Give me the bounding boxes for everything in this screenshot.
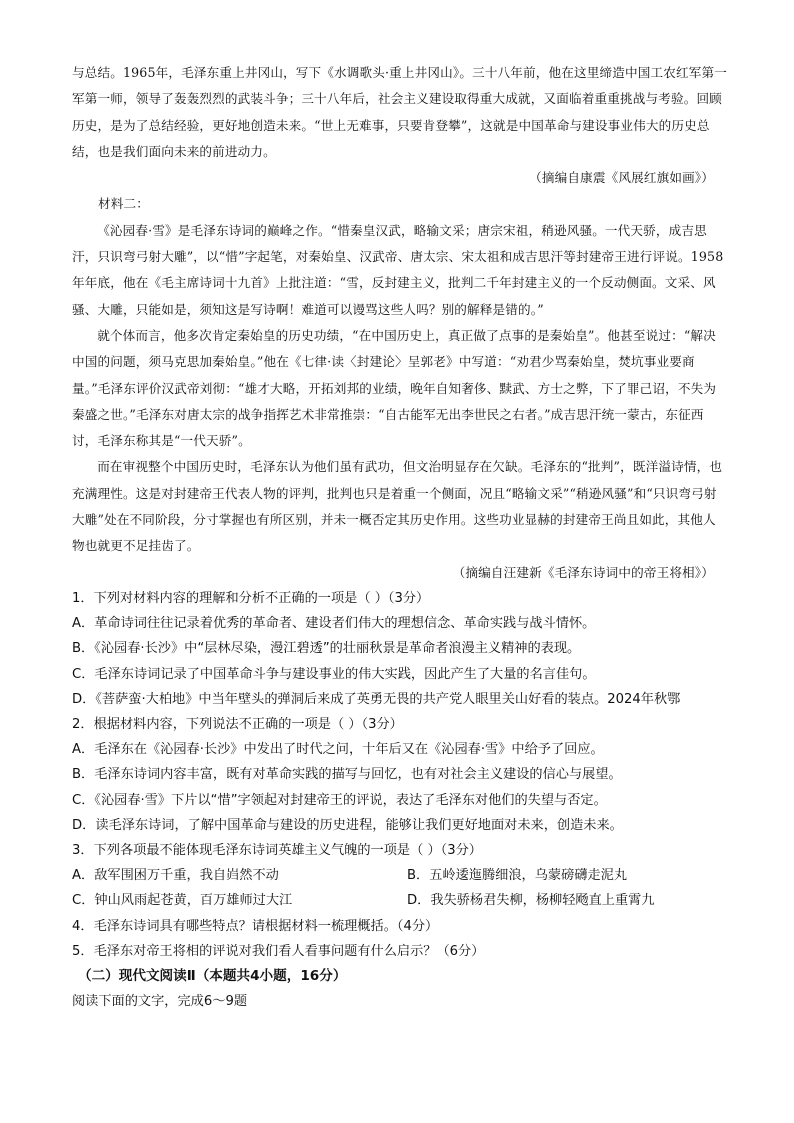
question-2-option-d: D．读毛泽东诗词，了解中国革命与建设的历史进程，能够让我们更好地面对未来，创造未来。 [72, 817, 623, 833]
question-2-option-a: A．毛泽东在《沁园春·长沙》中发出了时代之问，十年后又在《沁园春·雪》中给予了回应。 [72, 742, 604, 758]
question-4: 4．毛泽东诗词具有哪些特点？请根据材料一梳理概括。（4分） [72, 918, 439, 934]
question-3-options-row-1 [72, 863, 728, 888]
reading-instruction: 阅读下面的文字，完成6～9题 [72, 993, 248, 1009]
material-two-paragraph-3: 而在审视整个中国历史时，毛泽东认为他们虽有武功，但文治明显存在欠缺。毛泽东的“批判”，既洋溢诗情，也充满理性。这是对封建帝王代表人物的评判，批判也只是着重一个侧面，况且“略输文采”“稍逊风骚”和“只识弯弓射大雕”处在不同阶段，分寸掌握也有所区别，并未一概否定其历史作用。这些功业显赫的封建帝王尚且如此，其他人物也就更不足挂齿了。 [72, 459, 723, 554]
question-1-option-c: C．毛泽东诗词记录了中国革命斗争与建设事业的伟大实践，因此产生了大量的名言佳句。 [72, 666, 596, 682]
questions-block [72, 586, 728, 1014]
question-1-option-b: B．《沁园春·长沙》中“层林尽染，漫江碧透”的壮丽秋景是革命者浪漫主义精神的表现。 [72, 641, 581, 657]
material-two-paragraph-1: 《沁园春·雪》是毛泽东诗词的巅峰之作。“惜秦皇汉武，略输文采；唐宗宋祖，稍逊风骚。一代天骄，成吉思汗，只识弯弓射大雕”，以“惜”字起笔，对秦始皇、汉武帝、唐太宗、宋太祖和成吉思汗等封建帝王进行评说。1958年年底，他在《毛主席诗词十九首》上批注道：“雪，反封建主义，批判二千年封建主义的一个反动侧面。文采、风骚、大雕，只能如是，须知这是写诗啊！难道可以谩骂这些人吗？别的解释是错的。” [72, 222, 724, 317]
question-3-stem: 3．下列各项最不能体现毛泽东诗词英雄主义气魄的一项是（ ）（3分） [72, 842, 482, 858]
material-one-block [72, 60, 728, 586]
question-3-option-c: C．钟山风雨起苍黄，百万雄师过大江 [72, 893, 293, 909]
source-citation-2: （摘编自汪建新《毛泽东诗词中的帝王将相》） [452, 564, 714, 580]
material-two-paragraph-2: 就个体而言，他多次肯定秦始皇的历史功绩，“在中国历史上，真正做了点事的是秦始皇”。他甚至说过：“解决中国的问题，须马克思加秦始皇。”他在《七律·读〈封建论〉呈郭老》中写道：“劝君少骂秦始皇，焚坑事业要商量。”毛泽东评价汉武帝刘彻：“雄才大略，开拓刘邦的业绩，晚年自知奢侈、黩武、方士之弊，下了罪己诏，不失为秦盛之世。”毛泽东对唐太宗的战争指挥艺术非常推崇：“自古能军无出李世民之右者。”成吉思汗统一蒙古，东征西讨，毛泽东称其是“一代天骄”。 [72, 327, 717, 449]
question-3-option-d: D．我失骄杨君失柳，杨柳轻飏直上重霄九 [407, 893, 655, 909]
question-2-option-b: B．毛泽东诗词内容丰富，既有对革命实践的描写与回忆，也有对社会主义建设的信心与展望。 [72, 767, 622, 783]
question-2-option-c: C．《沁园春·雪》下片以“惜”字领起对封建帝王的评说，表达了毛泽东对他们的失望与否定。 [72, 792, 607, 808]
question-3-option-b: B．五岭逶迤腾细浪，乌蒙磅礴走泥丸 [407, 868, 628, 884]
question-1-stem: 1．下列对材料内容的理解和分析不正确的一项是（ ）（3分） [72, 590, 430, 606]
question-1-option-a: A．革命诗词往往记录着优秀的革命者、建设者们伟大的理想信念、革命实践与战斗情怀。 [72, 616, 596, 632]
question-1-option-d: D．《菩萨蛮·大柏地》中当年壁头的弹洞后来成了英勇无畏的共产党人眼里关山好看的装点。2024年秋鄂 [72, 691, 681, 707]
section-heading-modern-reading-2: （二）现代文阅读Ⅱ（本题共4小题，16分） [78, 967, 347, 984]
question-3-options-row-2 [72, 888, 728, 913]
question-5: 5．毛泽东对帝王将相的评说对我们看人看事问题有什么启示？（6分） [72, 943, 485, 959]
material-two-label: 材料二： [98, 196, 149, 212]
source-citation-1: （摘编自康震《风展红旗如画》） [529, 170, 714, 186]
question-3-option-a: A．敌军围困万千重，我自岿然不动 [72, 868, 279, 884]
material-one-tail: 与总结。1965年，毛泽东重上井冈山，写下《水调歌头·重上井冈山》。三十八年前，他在这里缔造中国工农红军第一军第一师，领导了轰轰烈烈的武装斗争；三十八年后，社会主义建设取得重大成就，又面临着重重挑战与考验。回顾历史，是为了总结经验，更好地创造未来。“世上无难事，只要肯登攀”，这就是中国革命与建设事业伟大的历史总结，也是我们面向未来的前进动力。 [72, 65, 727, 159]
question-2-stem: 2．根据材料内容，下列说法不正确的一项是（ ）（3分） [72, 716, 403, 732]
